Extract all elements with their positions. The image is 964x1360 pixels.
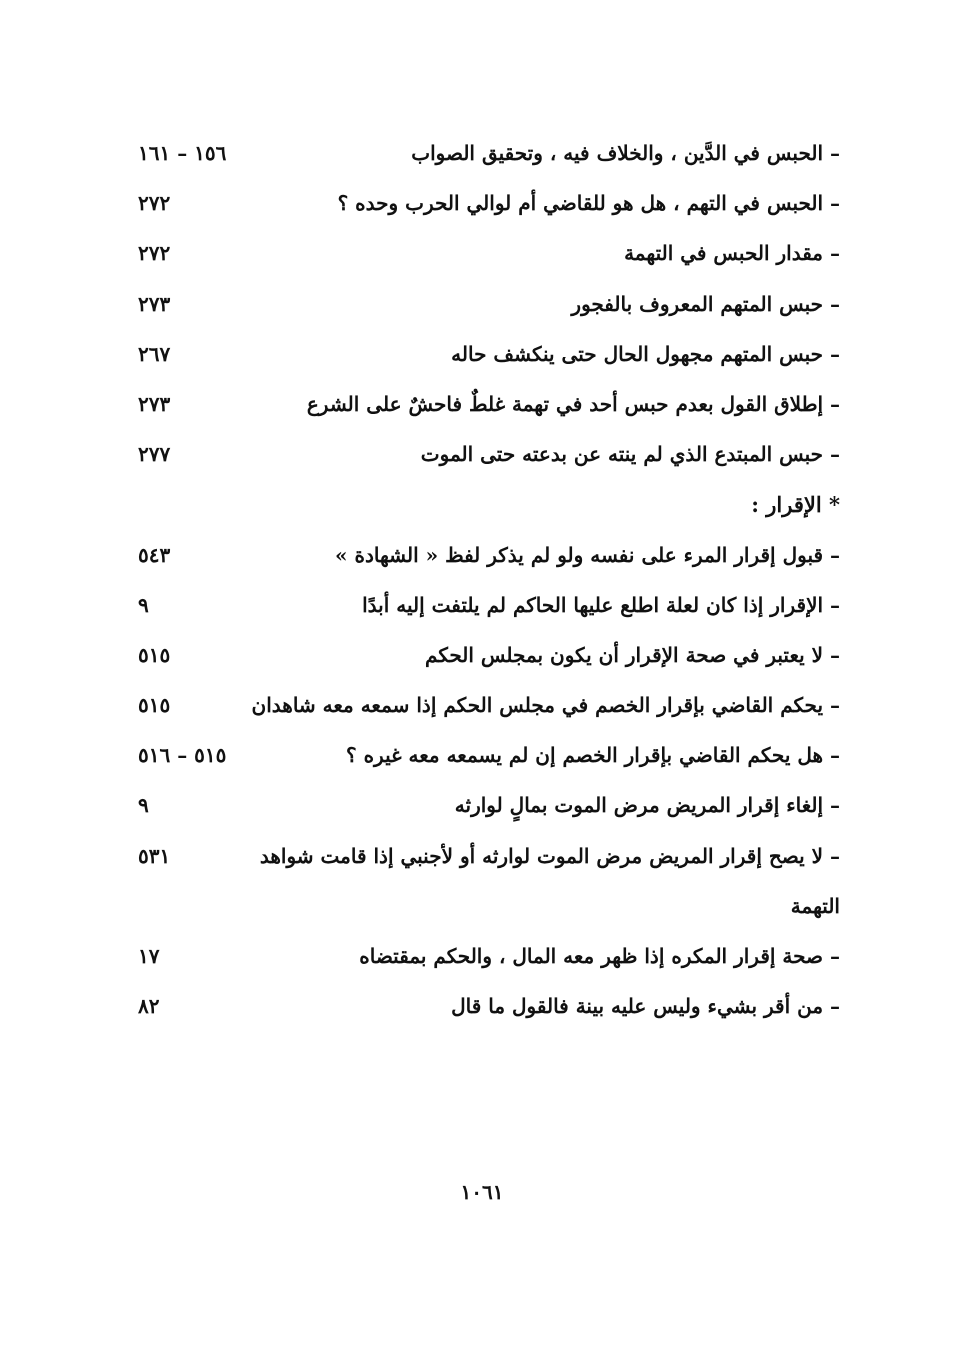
entry-pages: ٩ [138,592,149,617]
index-entry [130,735,840,785]
entry-text: – الحبس في الدَّين ، والخلاف فيه ، وتحقيق الصواب [411,141,840,165]
index-entry [130,585,840,635]
entry-pages: ٥١٥ [138,693,171,718]
index-entry [130,384,840,434]
entry-text: – حبس المبتدع الذي لم ينته عن بدعته حتى الموت [420,442,840,467]
entry-pages: ٢٦٧ [138,341,171,366]
entry-text: – صحة إقرار المكره إذا ظهر معه المال ، والحكم بمقتضاه [359,944,840,968]
entry-text: – إلغاء إقرار المريض مرض الموت بمالٍ لوارثه [454,793,840,818]
entry-pages: ٢٧٣ [138,291,171,316]
entry-pages: ١٧ [138,944,160,968]
entry-text: – الإقرار إذا كان لعلة اطلع عليها الحاكم لم يلتفت إليه أبدًا [362,592,840,617]
index-entry [130,986,840,1036]
entry-pages: ١٥٦ – ١٦١ [138,141,227,165]
entry-pages: ٢٧٣ [138,391,171,416]
entry-text: – هل يحكم القاضي بإقرار الخصم إن لم يسمعه معه غيره ؟ [345,743,840,768]
index-entry [130,133,840,183]
entry-text: – مقدار الحبس في التهمة [624,241,840,266]
index-entry [130,233,840,283]
index-entry [130,434,840,484]
entry-text: – إطلاق القول بعدم حبس أحد في تهمة غلطٌ فاحشٌ على الشرع [306,391,840,416]
index-entry [130,836,840,886]
index-entry [130,334,840,384]
entry-pages: ٥٣١ [138,843,171,868]
entry-pages: ٥٤٣ [138,542,171,567]
entry-text: – قبول إقرار المرء على نفسه ولو لم يذكر لفظ « الشهادة » [335,542,840,567]
page-number: ١٠٦١ [460,1180,504,1204]
index-list [130,133,840,1036]
index-entry [130,685,840,735]
index-entry [130,183,840,233]
entry-pages: ٥١٥ – ٥١٦ [138,743,227,768]
index-entry [130,785,840,835]
index-entry [130,535,840,585]
section-heading-text: * الإقرار : [751,492,840,518]
index-entry [130,936,840,986]
entry-pages: ٩ [138,793,149,818]
index-entry [130,635,840,685]
entry-text: – حبس المتهم المعروف بالفجور [571,291,840,316]
index-entry [130,284,840,334]
entry-pages: ٥١٥ [138,642,171,667]
entry-text: – الحبس في التهم ، هل هو للقاضي أم لوالي الحرب وحده ؟ [337,191,840,216]
entry-text: – لا يصح إقرار المريض مرض الموت لوارثه أو لأجنبي إذا قامت شواهد [259,843,840,868]
entry-text: – لا يعتبر في صحة الإقرار أن يكون بمجلس الحكم [425,642,840,667]
index-entry-continuation [130,886,840,936]
entry-text: – حبس المتهم مجهول الحال حتى ينكشف حاله [451,341,840,366]
section-heading [130,484,840,534]
entry-pages: ٢٧٢ [138,191,171,216]
entry-text-continuation: التهمة [790,893,840,918]
entry-text: – من أقر بشيء وليس عليه بينة فالقول ما قال [451,994,840,1019]
entry-pages: ٢٧٢ [138,241,171,266]
entry-pages: ٨٢ [138,994,160,1019]
entry-text: – يحكم القاضي بإقرار الخصم في مجلس الحكم إذا سمعه معه شاهدان [251,693,840,718]
entry-pages: ٢٧٧ [138,442,171,467]
